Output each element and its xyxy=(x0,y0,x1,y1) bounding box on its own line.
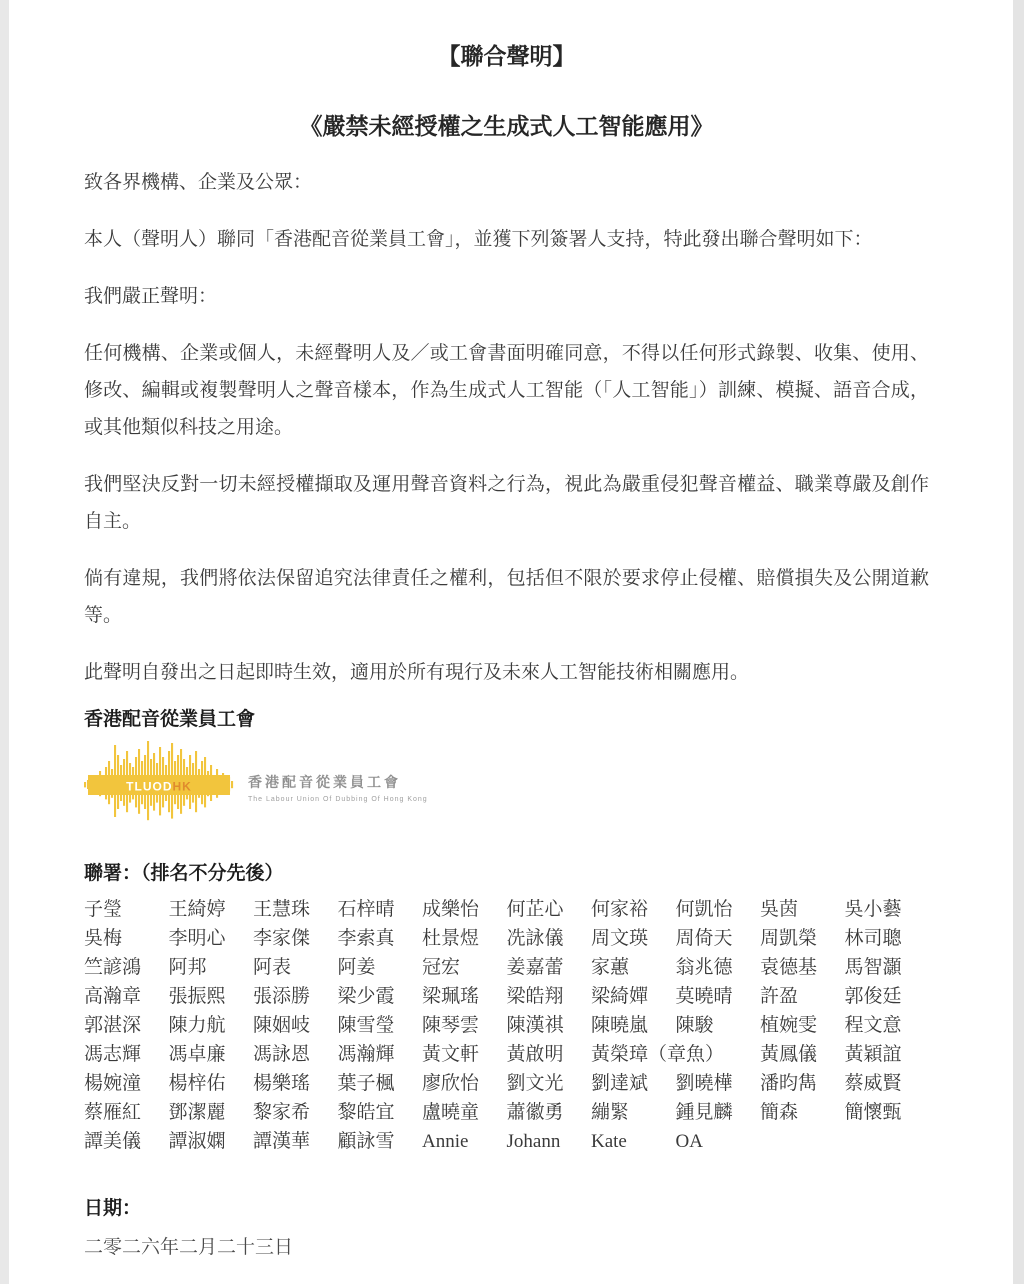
signatory-name: 梁少霞 xyxy=(337,986,395,1007)
signatory-name: 吳茵 xyxy=(760,899,799,920)
signatory-name: 簡懷甄 xyxy=(844,1102,902,1123)
signatory-name: 何家裕 xyxy=(591,899,649,920)
logo-cn-name: 香港配音從業員工會 xyxy=(248,773,401,790)
page-title: 【聯合聲明】 xyxy=(437,44,576,69)
signatory-name: 石梓晴 xyxy=(337,899,395,920)
declare-lead: 我們嚴正聲明： xyxy=(84,286,218,307)
signatory-name: 吳小藝 xyxy=(844,899,902,920)
signatory-name: 劉文光 xyxy=(506,1073,564,1094)
signatory-name: 姜嘉蕾 xyxy=(506,957,564,978)
signatory-name: 周凱榮 xyxy=(760,928,818,949)
signatory-name: 馬智灝 xyxy=(844,957,902,978)
signatories-grid xyxy=(84,895,929,1156)
salutation: 致各界機構、企業及公眾： xyxy=(84,172,313,193)
signatories-heading: 聯署：（排名不分先後） xyxy=(84,863,284,884)
signatory-name: 許盈 xyxy=(760,986,799,1007)
signatory-name: 陳曉嵐 xyxy=(591,1015,649,1036)
signatory-name: 周倚天 xyxy=(675,928,733,949)
union-logo xyxy=(84,741,929,833)
signatory-name: 繃緊 xyxy=(591,1102,630,1123)
signatory-name: 蕭徽勇 xyxy=(506,1102,564,1123)
logo-wordmark: TLUODHK xyxy=(126,779,192,794)
signatory-name: 黃榮璋（章魚） xyxy=(591,1044,725,1065)
signatory-name: 李家傑 xyxy=(253,928,311,949)
signatory-name: 王綺婷 xyxy=(168,899,226,920)
signatory-name: 楊梓佑 xyxy=(168,1073,226,1094)
date-value: 二零二六年二月二十三日 xyxy=(84,1237,294,1258)
signatory-name: 顧詠雪 xyxy=(337,1131,395,1152)
signatory-name: 黎皓宜 xyxy=(337,1102,395,1123)
signatory-name: 袁德基 xyxy=(760,957,818,978)
signatory-name: 冠宏 xyxy=(422,957,461,978)
signatory-name: Kate xyxy=(591,1131,627,1152)
signatory-name: 蔡雁紅 xyxy=(84,1102,142,1123)
clause-3: 倘有違規，我們將依法保留追究法律責任之權利，包括但不限於要求停止侵權、賠償損失及公開道歉等。 xyxy=(84,568,929,626)
signatory-name: 植婉雯 xyxy=(760,1015,818,1036)
effective-paragraph: 此聲明自發出之日起即時生效，適用於所有現行及未來人工智能技術相關應用。 xyxy=(84,662,750,683)
logo-text-block xyxy=(248,772,428,803)
clause-2: 我們堅決反對一切未經授權擷取及運用聲音資料之行為，視此為嚴重侵犯聲音權益、職業尊嚴及創作自主。 xyxy=(84,474,929,532)
signatory-name: 梁皓翔 xyxy=(506,986,564,1007)
signatory-name: 黃啟明 xyxy=(506,1044,564,1065)
union-name-heading: 香港配音從業員工會 xyxy=(84,709,256,730)
signatory-name: Annie xyxy=(422,1131,469,1152)
signatory-name: 楊樂瑤 xyxy=(253,1073,311,1094)
signatory-name: 廖欣怡 xyxy=(422,1073,480,1094)
signatory-name: 高瀚章 xyxy=(84,986,142,1007)
signatory-name: 陳駿 xyxy=(675,1015,714,1036)
signatory-name: 林司聰 xyxy=(844,928,902,949)
intro-paragraph: 本人（聲明人）聯同「香港配音從業員工會」，並獲下列簽署人支持，特此發出聯合聲明如下： xyxy=(84,229,873,250)
signatory-name: 葉子楓 xyxy=(337,1073,395,1094)
signatory-name: 譚美儀 xyxy=(84,1131,142,1152)
signatory-name: 李明心 xyxy=(168,928,226,949)
signatory-name: 吳梅 xyxy=(84,928,123,949)
signatory-name: 譚淑嫻 xyxy=(168,1131,226,1152)
signatory-name: 陳琴雲 xyxy=(422,1015,480,1036)
signatory-name: 何芷心 xyxy=(506,899,564,920)
signatory-name: Johann xyxy=(506,1131,561,1152)
signatory-name: 王慧珠 xyxy=(253,899,311,920)
signatory-name: 郭俊廷 xyxy=(844,986,902,1007)
signatory-name: 李索真 xyxy=(337,928,395,949)
signatory-name: 梁綺嬋 xyxy=(591,986,649,1007)
signatory-name: 盧曉童 xyxy=(422,1102,480,1123)
soundwave-skyline-icon xyxy=(84,741,234,833)
signatory-name: 馮瀚輝 xyxy=(337,1044,395,1065)
signatory-name: 梁珮瑤 xyxy=(422,986,480,1007)
signatory-name: 陳雪瑩 xyxy=(337,1015,395,1036)
signatory-name: 杜景煜 xyxy=(422,928,480,949)
signatory-name: 劉曉樺 xyxy=(675,1073,733,1094)
signatory-name: 馮志輝 xyxy=(84,1044,142,1065)
signatory-name: 黃穎誼 xyxy=(844,1044,902,1065)
signatory-name: 子瑩 xyxy=(84,899,123,920)
signatory-name: 冼詠儀 xyxy=(506,928,564,949)
page-subtitle: 《嚴禁未經授權之生成式人工智能應用》 xyxy=(299,114,714,139)
signatory-name: 簡森 xyxy=(760,1102,799,1123)
signatory-name: 陳漢祺 xyxy=(506,1015,564,1036)
signatory-name: 陳力航 xyxy=(168,1015,226,1036)
date-label: 日期： xyxy=(84,1198,142,1219)
signatory-name: 張添勝 xyxy=(253,986,311,1007)
signatory-name: 鄧潔麗 xyxy=(168,1102,226,1123)
logo-en-name: The Labour Union Of Dubbing Of Hong Kong xyxy=(248,795,428,803)
signatory-name: 何凱怡 xyxy=(675,899,733,920)
signatory-name: 阿姜 xyxy=(337,957,376,978)
signatory-name: 郭湛深 xyxy=(84,1015,142,1036)
clause-1: 任何機構、企業或個人，未經聲明人及／或工會書面明確同意，不得以任何形式錄製、收集、使用、修改、編輯或複製聲明人之聲音樣本，作為生成式人工智能（「人工智能」）訓練、模擬、語音合成，或其他類似科技之用途。 xyxy=(84,343,929,438)
signatory-name: 家蕙 xyxy=(591,957,630,978)
signatory-name: 竺諺鴻 xyxy=(84,957,142,978)
signatory-name: 阿邦 xyxy=(168,957,207,978)
signatory-name: 黃文軒 xyxy=(422,1044,480,1065)
signatory-name: 譚漢華 xyxy=(253,1131,311,1152)
signatory-name: 馮卓廉 xyxy=(168,1044,226,1065)
signatory-name: 蔡威賢 xyxy=(844,1073,902,1094)
signatory-name: 馮詠恩 xyxy=(253,1044,311,1065)
signatory-name: 潘昀雋 xyxy=(760,1073,818,1094)
signatory-name: 成樂怡 xyxy=(422,899,480,920)
signatory-name: 楊婉潼 xyxy=(84,1073,142,1094)
signatory-name: OA xyxy=(675,1131,703,1152)
signatory-name: 周文瑛 xyxy=(591,928,649,949)
signatory-name: 陳姻岐 xyxy=(253,1015,311,1036)
signatory-name: 黎家希 xyxy=(253,1102,311,1123)
signatory-name: 劉達斌 xyxy=(591,1073,649,1094)
signatory-name: 黃鳳儀 xyxy=(760,1044,818,1065)
signatory-name: 阿表 xyxy=(253,957,292,978)
signatory-name: 張振熙 xyxy=(168,986,226,1007)
signatory-name: 程文意 xyxy=(844,1015,902,1036)
signatory-name: 莫曉晴 xyxy=(675,986,733,1007)
signatory-name: 鍾見麟 xyxy=(675,1102,733,1123)
signatory-name: 翁兆德 xyxy=(675,957,733,978)
